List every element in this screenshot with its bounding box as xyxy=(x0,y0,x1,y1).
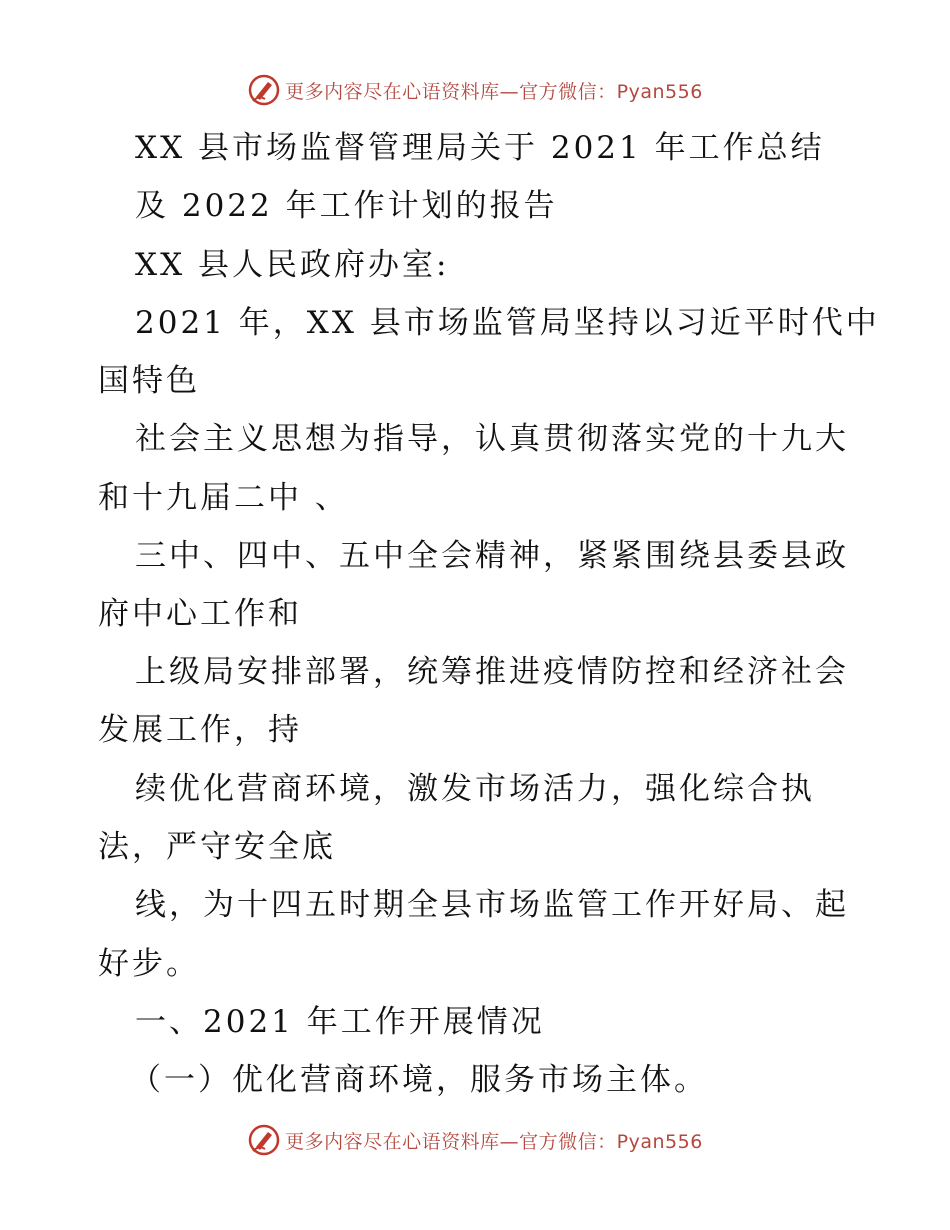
footer-watermark xyxy=(0,1120,950,1160)
paragraph-line: 三中、四中、五中全会精神，紧紧围绕县委县政 xyxy=(135,538,849,574)
paragraph-line: 社会主义思想为指导，认真贯彻落实党的十九大 xyxy=(135,421,849,457)
paragraph-line: 法，严守安全底 xyxy=(98,829,336,865)
addressee: XX 县人民政府办室: xyxy=(135,247,450,283)
pen-logo-icon xyxy=(247,73,281,107)
watermark-text: 更多内容尽在心语资料库—官方微信：Pyan556 xyxy=(285,1130,703,1153)
paragraph-line: 上级局安排部署，统筹推进疫情防控和经济社会 xyxy=(135,654,849,690)
subsection-heading: （一）优化营商环境，服务市场主体。 xyxy=(130,1062,708,1098)
paragraph-line: 府中心工作和 xyxy=(98,596,302,632)
paragraph-line: 国特色 xyxy=(98,363,200,399)
title-line-1: XX 县市场监督管理局关于 2021 年工作总结 xyxy=(135,130,825,166)
watermark-text: 更多内容尽在心语资料库—官方微信：Pyan556 xyxy=(285,80,703,103)
pen-logo-icon xyxy=(247,1123,281,1157)
title-line-2: 及 2022 年工作计划的报告 xyxy=(135,188,558,224)
paragraph-line: 和十九届二中 、 xyxy=(98,480,349,516)
paragraph-line: 好步。 xyxy=(98,946,200,982)
paragraph-line: 2021 年，XX 县市场监管局坚持以习近平时代中 xyxy=(135,305,880,341)
paragraph-line: 线，为十四五时期全县市场监管工作开好局、起 xyxy=(135,887,849,923)
paragraph-line: 续优化营商环境，激发市场活力，强化综合执 xyxy=(135,771,815,807)
section-heading: 一、2021 年工作开展情况 xyxy=(135,1004,545,1040)
paragraph-line: 发展工作，持 xyxy=(98,712,302,748)
header-watermark xyxy=(0,70,950,110)
